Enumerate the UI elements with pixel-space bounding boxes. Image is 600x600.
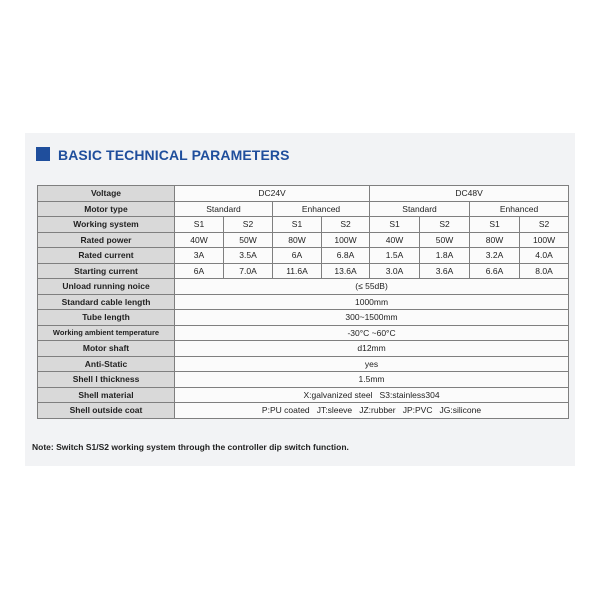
row-label: Voltage — [38, 186, 175, 202]
table-cell: 1000mm — [175, 294, 569, 310]
row-ambient-temperature — [38, 325, 569, 341]
table-cell: S1 — [175, 217, 224, 233]
row-motor-shaft — [38, 341, 569, 357]
table-cell: 6A — [273, 248, 322, 264]
row-unload-noise — [38, 279, 569, 295]
table-cell: -30°C ~60°C — [175, 325, 569, 341]
voltage-dc48v: DC48V — [370, 186, 569, 202]
table-cell: S1 — [370, 217, 420, 233]
table-cell: 7.0A — [224, 263, 273, 279]
row-label: Working ambient temperature — [38, 325, 175, 341]
table-cell: 3A — [175, 248, 224, 264]
motor-type-cell: Standard — [175, 201, 273, 217]
row-shell-coat — [38, 403, 569, 419]
row-label: Shell material — [38, 387, 175, 403]
table-cell: S1 — [470, 217, 520, 233]
table-cell: 300~1500mm — [175, 310, 569, 326]
table-cell: (≤ 55dB) — [175, 279, 569, 295]
row-label: Unload running noice — [38, 279, 175, 295]
table-cell: S2 — [322, 217, 370, 233]
row-working-system — [38, 217, 569, 233]
table-cell: 100W — [520, 232, 569, 248]
table-cell: yes — [175, 356, 569, 372]
row-label: Shell l thickness — [38, 372, 175, 388]
table-cell: 80W — [273, 232, 322, 248]
row-label: Tube length — [38, 310, 175, 326]
row-shell-material — [38, 387, 569, 403]
table-cell: 50W — [420, 232, 470, 248]
table-cell: 1.5mm — [175, 372, 569, 388]
motor-type-cell: Enhanced — [273, 201, 370, 217]
table-cell: 4.0A — [520, 248, 569, 264]
table-cell: 8.0A — [520, 263, 569, 279]
motor-type-cell: Enhanced — [470, 201, 569, 217]
table-cell: 11.6A — [273, 263, 322, 279]
table-cell: 50W — [224, 232, 273, 248]
table-cell: 6.8A — [322, 248, 370, 264]
row-label: Motor type — [38, 201, 175, 217]
row-starting-current — [38, 263, 569, 279]
table-cell: d12mm — [175, 341, 569, 357]
table-cell: 40W — [175, 232, 224, 248]
table-cell: 3.5A — [224, 248, 273, 264]
row-label: Rated current — [38, 248, 175, 264]
row-motor-type — [38, 201, 569, 217]
table-cell: 1.5A — [370, 248, 420, 264]
table-cell: S2 — [224, 217, 273, 233]
table-cell: S1 — [273, 217, 322, 233]
row-tube-length — [38, 310, 569, 326]
table-cell: P:PU coated JT:sleeve JZ:rubber JP:PVC JG:silicone — [175, 403, 569, 419]
row-label: Standard cable length — [38, 294, 175, 310]
row-voltage — [38, 186, 569, 202]
row-anti-static — [38, 356, 569, 372]
table-cell: 6A — [175, 263, 224, 279]
parameters-panel — [25, 133, 575, 466]
table-cell: 80W — [470, 232, 520, 248]
table-cell: 40W — [370, 232, 420, 248]
table-cell: 3.2A — [470, 248, 520, 264]
table-cell: 1.8A — [420, 248, 470, 264]
row-cable-length — [38, 294, 569, 310]
row-label: Motor shaft — [38, 341, 175, 357]
page-title: BASIC TECHNICAL PARAMETERS — [58, 147, 290, 163]
row-label: Anti-Static — [38, 356, 175, 372]
parameters-table — [37, 185, 569, 419]
footnote: Note: Switch S1/S2 working system through the controller dip switch function. — [32, 442, 349, 452]
row-label: Rated power — [38, 232, 175, 248]
table-cell: S2 — [420, 217, 470, 233]
motor-type-cell: Standard — [370, 201, 470, 217]
row-rated-power — [38, 232, 569, 248]
row-label: Working system — [38, 217, 175, 233]
table-cell: 3.0A — [370, 263, 420, 279]
table-cell: 100W — [322, 232, 370, 248]
table-cell: 3.6A — [420, 263, 470, 279]
row-rated-current — [38, 248, 569, 264]
row-label: Shell outside coat — [38, 403, 175, 419]
title-marker — [36, 147, 50, 161]
row-label: Starting current — [38, 263, 175, 279]
table-cell: 6.6A — [470, 263, 520, 279]
table-cell: S2 — [520, 217, 569, 233]
row-shell-thickness — [38, 372, 569, 388]
table-cell: X:galvanized steel S3:stainless304 — [175, 387, 569, 403]
table-cell: 13.6A — [322, 263, 370, 279]
voltage-dc24v: DC24V — [175, 186, 370, 202]
